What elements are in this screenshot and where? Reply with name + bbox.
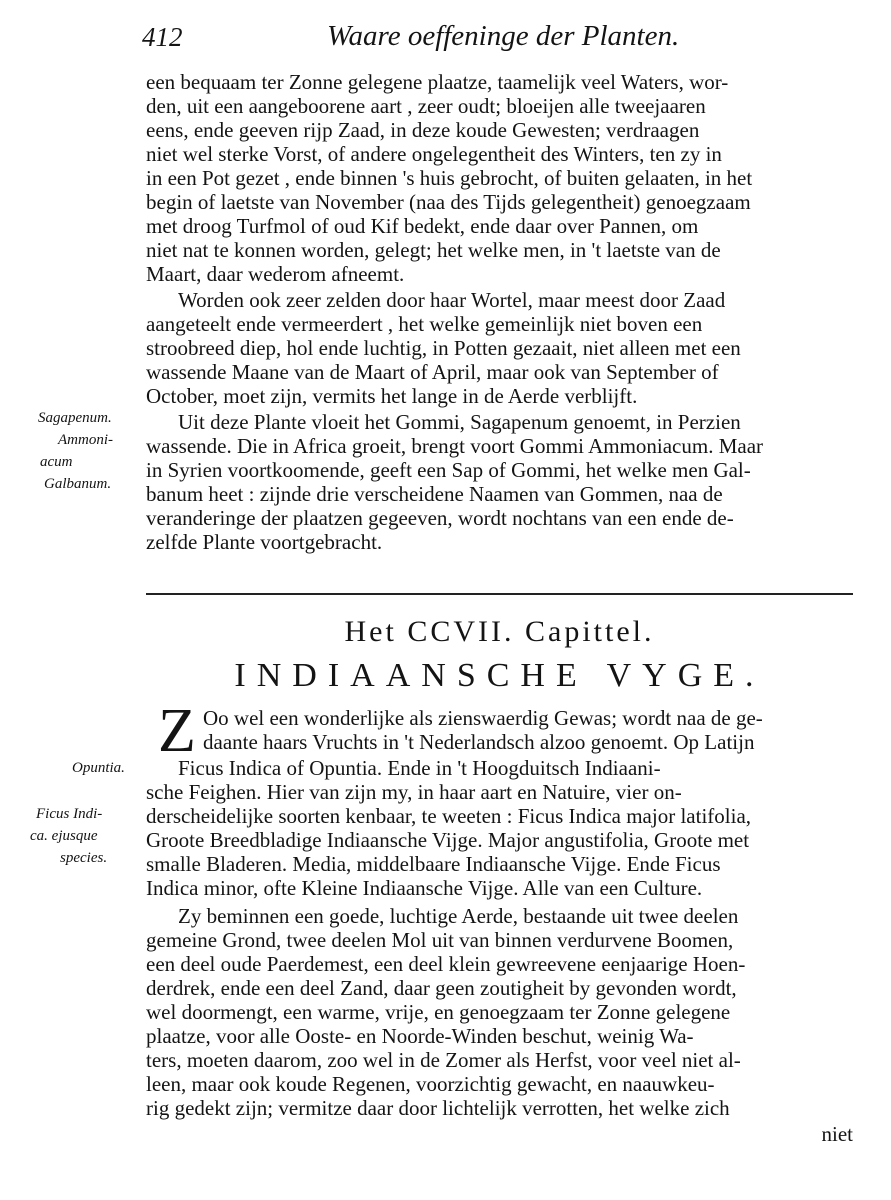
margin-note: acum [40, 454, 73, 470]
margin-note: Opuntia. [72, 760, 125, 776]
text-line: Indica minor, ofte Kleine Indiaansche Vijge. Alle van een Culture. [146, 876, 703, 900]
margin-note: Galbanum. [44, 476, 112, 492]
text-line: met droog Turfmol of oud Kif bedekt, ende daar over Pannen, om [146, 214, 699, 238]
margin-note: Ammoni- [58, 432, 113, 448]
text-line: Worden ook zeer zelden door haar Wortel, maar meest door Zaad [178, 288, 726, 312]
text-line: Uit deze Plante vloeit het Gommi, Sagapenum genoemt, in Perzien [178, 410, 741, 434]
text-line: in een Pot gezet , ende binnen 's huis gebrocht, of buiten gelaaten, in het [146, 166, 753, 190]
running-head: Waare oeffeninge der Planten. [327, 20, 680, 52]
text-line: aangeteelt ende vermeerdert , het welke gemeinlijk niet boven een [146, 312, 703, 336]
text-line: Groote Breedbladige Indiaansche Vijge. Major angustifolia, Groote met [146, 828, 750, 852]
chapter-number: Het CCVII. Capittel. [344, 615, 655, 648]
text-line: derscheidelijke soorten kenbaar, te weeten : Ficus Indica major latifolia, [146, 804, 752, 828]
text-line: een bequaam ter Zonne gelegene plaatze, taamelijk veel Waters, wor- [146, 70, 729, 94]
text-line: banum heet : zijnde drie verscheidene Naamen van Gommen, naa de [146, 482, 723, 506]
text-line: begin of laetste van November (naa des Tijds gelegentheit) genoegzaam [146, 190, 751, 214]
margin-note: Ficus Indi- [36, 806, 103, 822]
text-line: smalle Bladeren. Media, middelbaare Indiaansche Vijge. Ende Ficus [146, 852, 721, 876]
text-line: in Syrien voortkoomende, geeft een Sap of Gommi, het welke men Gal- [146, 458, 751, 482]
text-line: niet nat te konnen worden, gelegt; het welke men, in 't laetste van de [146, 238, 721, 262]
text-line: leen, maar ook koude Regenen, voorzichtig gewacht, en naauwkeu- [146, 1072, 715, 1096]
drop-cap: Z [158, 697, 196, 765]
text-line: zelfde Plante voortgebracht. [146, 530, 383, 554]
text-line: Maart, daar wederom afneemt. [146, 262, 405, 286]
text-line: wassende. Die in Africa groeit, brengt voort Gommi Ammoniacum. Maar [146, 434, 764, 458]
text-line: wassende Maane van de Maart of April, maar ook van September of [146, 360, 719, 384]
text-line: sche Feighen. Hier van zijn my, in haar aart en Natuire, vier on- [146, 780, 682, 804]
text-line: wel doormengt, een warme, vrije, en genoegzaam ter Zonne gelegene [146, 1000, 731, 1024]
catchword: niet [821, 1122, 853, 1146]
text-line: Zy beminnen een goede, luchtige Aerde, bestaande uit twee deelen [178, 904, 739, 928]
text-line: plaatze, voor alle Ooste- en Noorde-Winden beschut, weinig Wa- [146, 1024, 694, 1048]
text-line: een deel oude Paerdemest, een deel klein gewreevene eenjaarige Hoen- [146, 952, 746, 976]
text-line: rig gedekt zijn; vermitze daar door lichtelijk verrotten, het welke zich [146, 1096, 730, 1120]
text-line: gemeine Grond, twee deelen Mol uit van binnen verdurvene Boomen, [146, 928, 734, 952]
section-divider [146, 593, 853, 595]
text-line: eens, ende geeven rijp Zaad, in deze koude Gewesten; verdraagen [146, 118, 700, 142]
text-line: stroobreed diep, hol ende luchtig, in Potten gezaait, niet alleen met een [146, 336, 741, 360]
chapter-title: INDIAANSCHE VYGE. [234, 657, 765, 694]
text-line: niet wel sterke Vorst, of andere ongelegentheit des Winters, ten zy in [146, 142, 722, 166]
margin-note: ca. ejusque [30, 828, 98, 844]
text-line: derdrek, ende een deel Zand, daar geen zoutigheit by gevonden wordt, [146, 976, 737, 1000]
text-line: veranderinge der plaatzen gegeeven, wordt nochtans van een ende de- [146, 506, 734, 530]
margin-note: Sagapenum. [38, 410, 112, 426]
text-line: Oo wel een wonderlijke als zienswaerdig Gewas; wordt naa de ge- [203, 706, 763, 730]
margin-note: species. [60, 850, 108, 866]
text-line: Ficus Indica of Opuntia. Ende in 't Hoogduitsch Indiaani- [178, 756, 661, 780]
page-number: 412 [142, 22, 183, 52]
text-line: den, uit een aangeboorene aart , zeer oudt; bloeijen alle tweejaaren [146, 94, 706, 118]
text-line: daante haars Vruchts in 't Nederlandsch alzoo genoemt. Op Latijn [203, 730, 755, 754]
text-line: October, moet zijn, vermits het lange in de Aerde verblijft. [146, 384, 638, 408]
text-line: ters, moeten daarom, zoo wel in de Zomer als Herfst, voor veel niet al- [146, 1048, 741, 1072]
